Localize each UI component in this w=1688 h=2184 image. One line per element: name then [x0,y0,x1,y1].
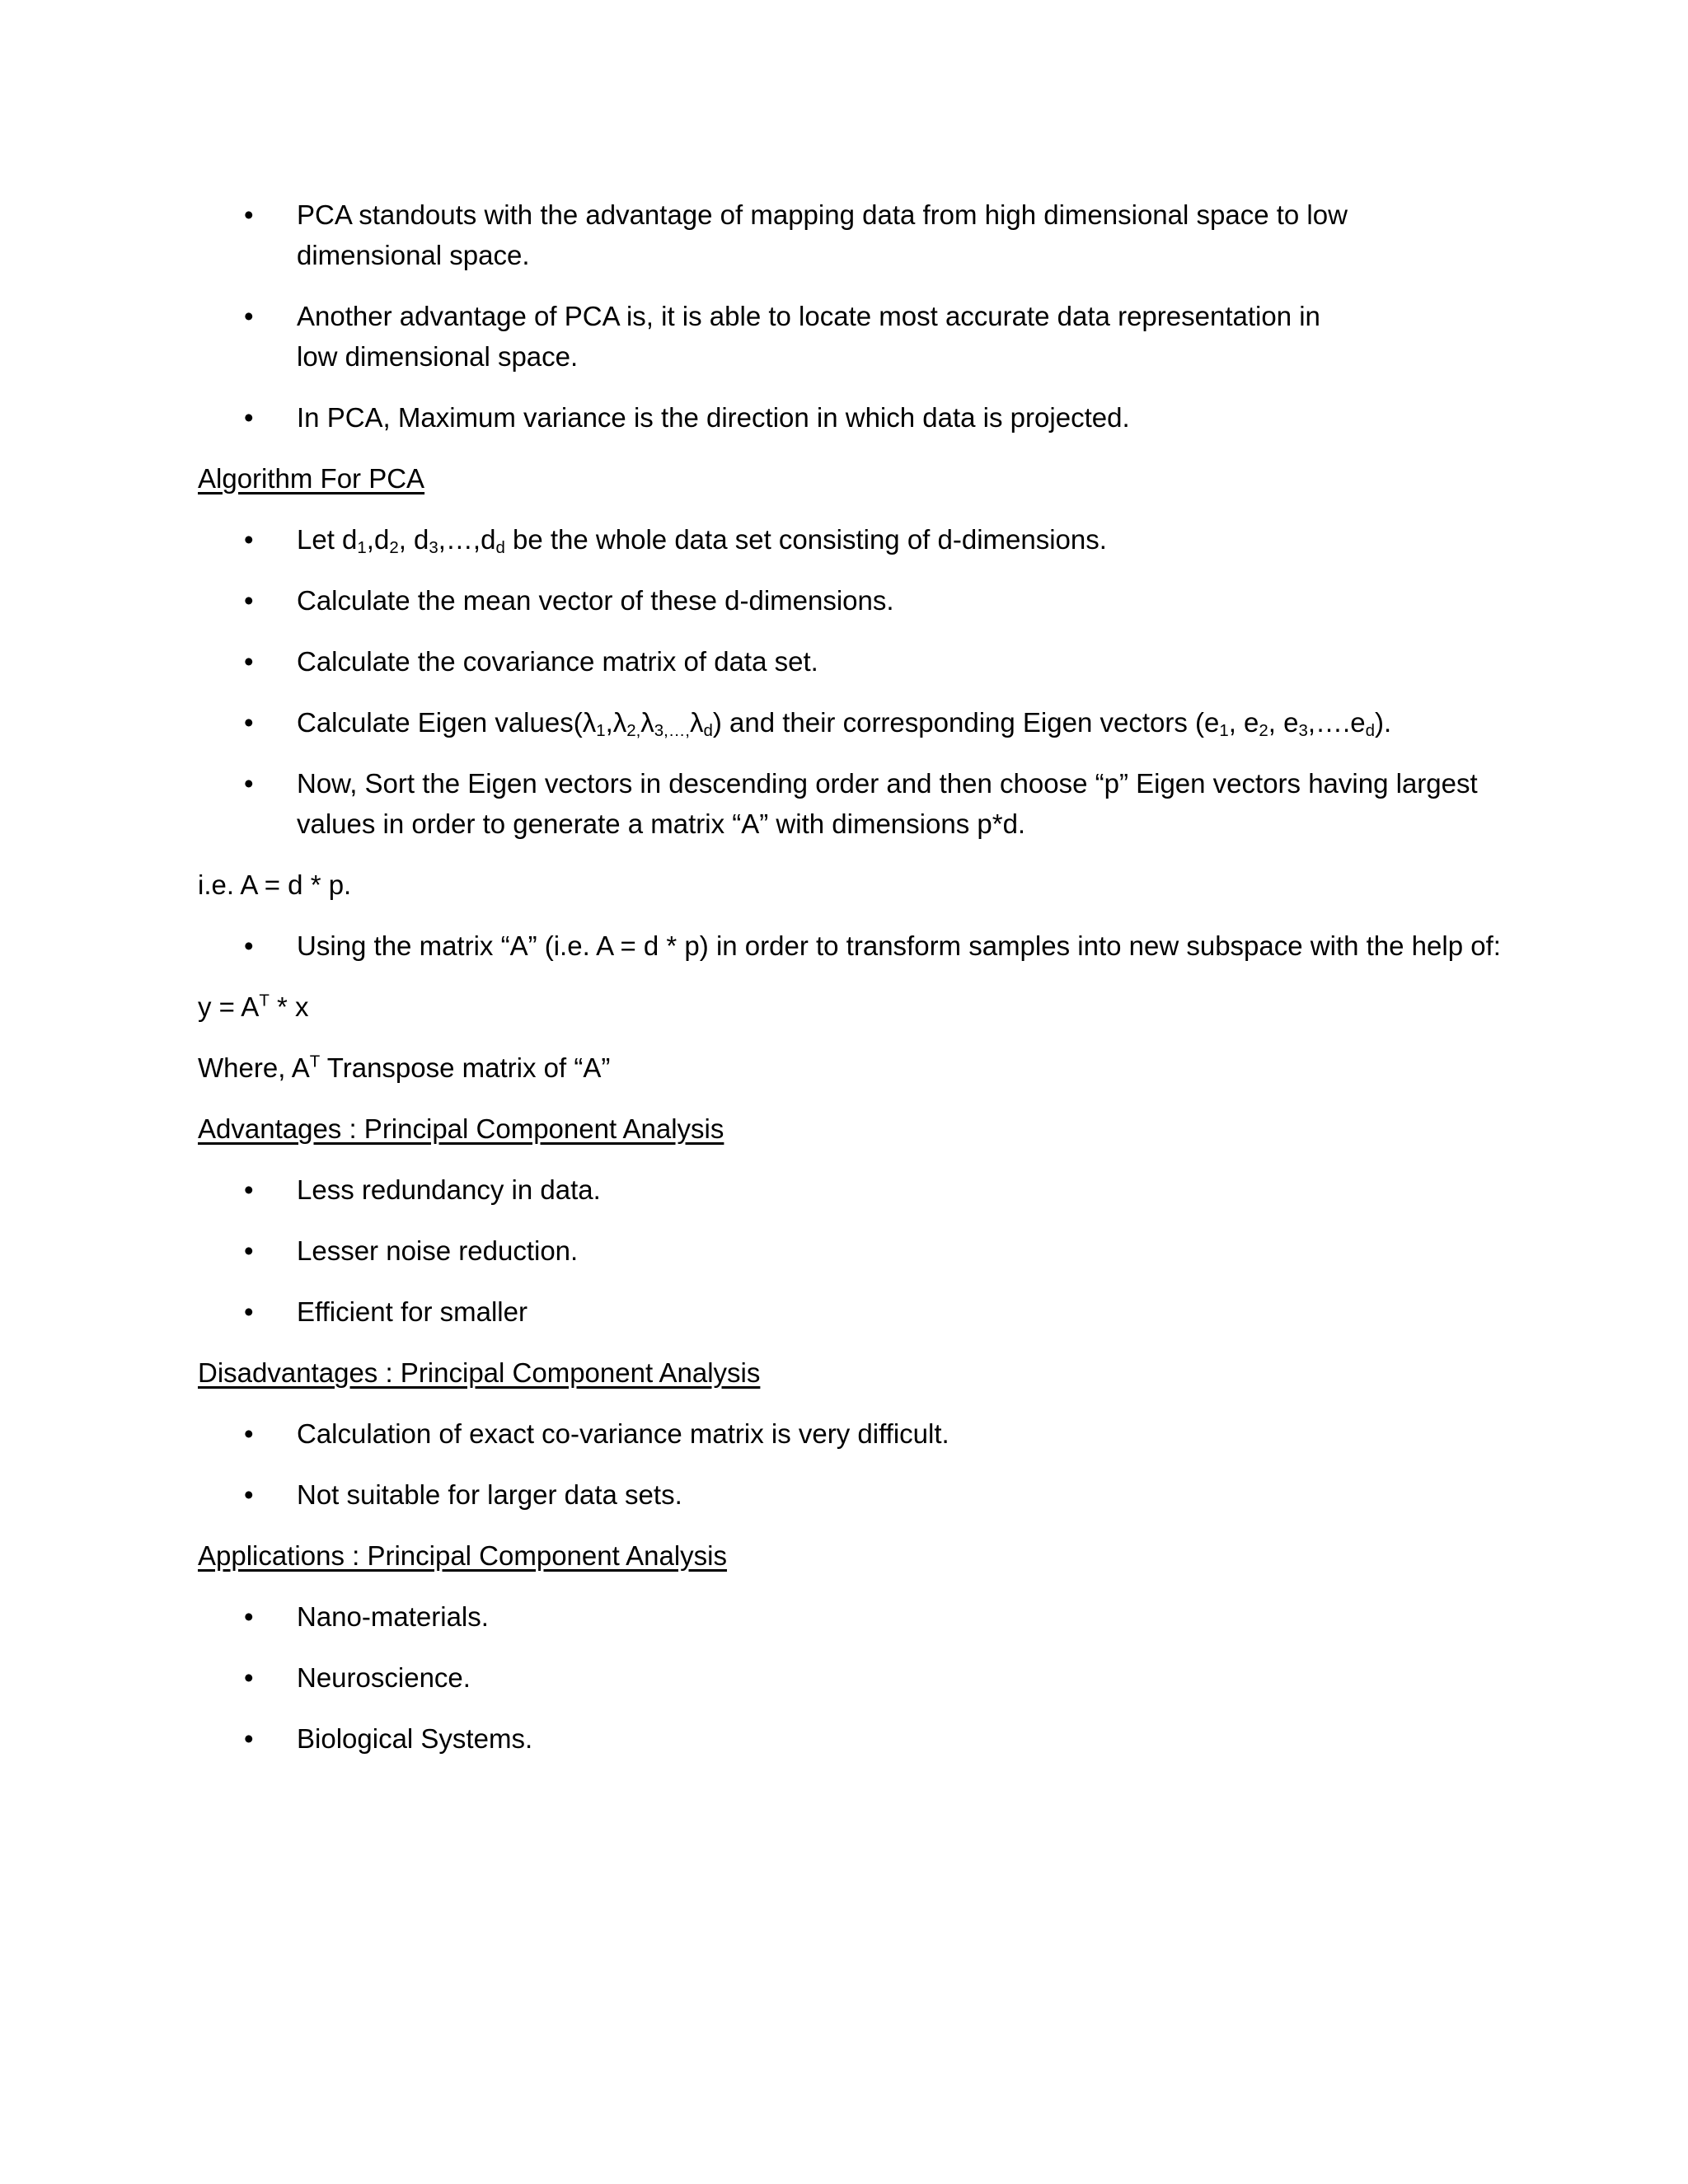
bullet-item: • Now, Sort the Eigen vectors in descending order and then choose “p” Eigen vectors having largest values in order to generate a matrix “A” with dimensions p*d. [198,763,1500,844]
bullet-item: • Calculate Eigen $values(\lambda_1,\lambda_{2,}\lambda_{3,\dots,}\lambda_d)$ and their corresponding Eigen vectors ($e_1$, $e_2$, $e_3,\dots.e_d$). [198,702,1523,743]
section-heading-applications: Applications : Principal Component Analysis [198,1540,728,1571]
bullet-item: • Using the matrix “A” (i.e. A = d * p) in order to transform samples into new subspace with the help of: [198,926,1525,966]
bullet-item: • Nano-materials. [198,1596,1523,1637]
section-heading-algorithm: Algorithm For PCA [198,463,425,494]
paragraph: i.e. A = d * p. [198,869,352,900]
bullet-item: • Biological Systems. [198,1718,1523,1759]
bullet-item: • Calculate the mean vector of these d-dimensions. [198,580,1523,621]
bullet-item: • Efficient for smaller [198,1291,1523,1332]
formula-explanation: Where, $A^T$ Transpose matrix of “A” [198,1052,611,1083]
bullet-item: • PCA standouts with the advantage of mapping data from high dimensional space to low dimensional space. [198,194,1500,275]
bullet-item: • Not suitable for larger data sets. [198,1474,1523,1515]
section-heading-advantages: Advantages : Principal Component Analysis [198,1113,724,1144]
bullet-item: • In PCA, Maximum variance is the direction in which data is projected. [198,397,1523,438]
bullet-item: • Another advantage of PCA is, it is able to locate most accurate data representation in low dimensional space. [198,296,1368,377]
formula: $y = A^T * x$ [198,991,309,1022]
bullet-item: • Let $d_1,d_2$, $d_3,\dots,d_d$ be the whole data set consisting of d-dimensions. [198,519,1523,560]
bullet-item: • Calculate the covariance matrix of data set. [198,641,1523,682]
section-heading-disadvantages: Disadvantages : Principal Component Analysis [198,1357,761,1388]
bullet-item: • Lesser noise reduction. [198,1230,1523,1271]
bullet-item: • Less redundancy in data. [198,1169,1523,1210]
bullet-item: • Calculation of exact co-variance matrix is very difficult. [198,1413,1523,1454]
bullet-item: • Neuroscience. [198,1657,1523,1698]
